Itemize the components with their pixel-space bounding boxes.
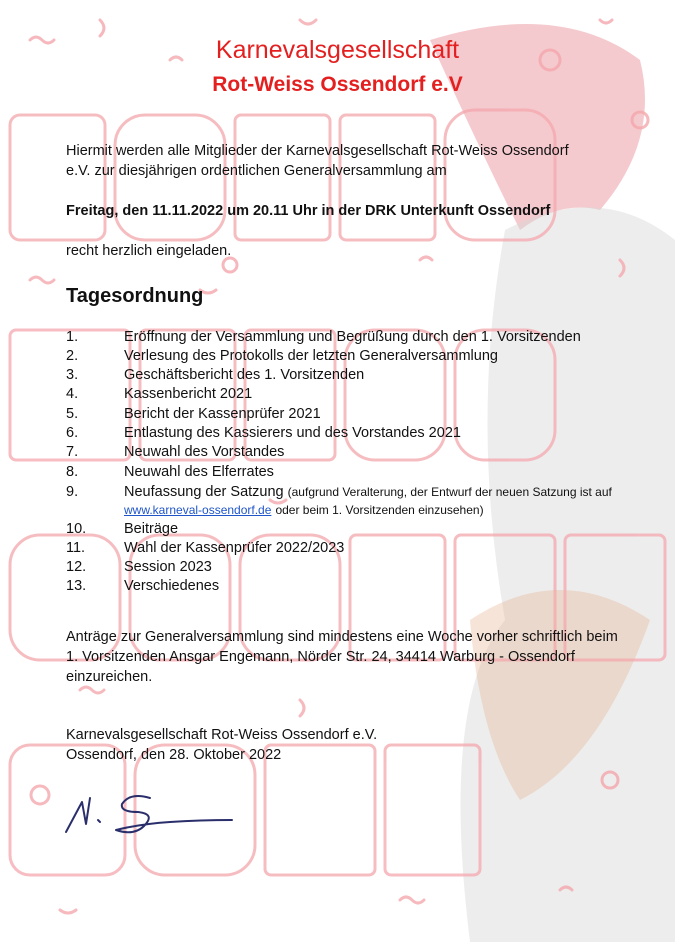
agenda-item-number: 12. bbox=[66, 559, 87, 575]
agenda-item-text: Session 2023 bbox=[124, 559, 212, 575]
agenda-item-text: Kassenbericht 2021 bbox=[124, 386, 253, 402]
agenda-item-number: 5. bbox=[66, 406, 79, 422]
agenda-item-number: 10. bbox=[66, 521, 87, 537]
motions-line-2: 1. Vorsitzenden Ansgar Engemann, Nörder Str. 24, 34414 Warburg - Ossendorf bbox=[66, 649, 575, 665]
closing-organization: Karnevalsgesellschaft Rot-Weiss Ossendorf e.V. bbox=[66, 727, 378, 743]
agenda-item-text: Geschäftsbericht des 1. Vorsitzenden bbox=[124, 367, 365, 383]
handwritten-signature bbox=[60, 784, 240, 844]
meeting-date-line: Freitag, den 11.11.2022 um 20.11 Uhr in der DRK Unterkunft Ossendorf bbox=[66, 203, 551, 219]
agenda-item-number: 7. bbox=[66, 444, 79, 460]
agenda-item-number: 8. bbox=[66, 464, 79, 480]
agenda-item-text: Entlastung des Kassierers und des Vorstandes 2021 bbox=[124, 425, 461, 441]
agenda-item-9-line bbox=[124, 484, 612, 500]
agenda-item-number: 4. bbox=[66, 386, 79, 402]
agenda-item-text: Neufassung der Satzung bbox=[124, 484, 284, 500]
agenda-item-text: Neuwahl des Elferrates bbox=[124, 464, 274, 480]
motions-line-3: einzureichen. bbox=[66, 669, 153, 685]
agenda-item-text: Eröffnung der Versammlung und Begrüßung durch den 1. Vorsitzenden bbox=[124, 329, 581, 345]
agenda-item-number: 9. bbox=[66, 484, 79, 500]
agenda-item-number: 3. bbox=[66, 367, 79, 383]
agenda-item-text: Beiträge bbox=[124, 521, 179, 537]
closing-place-date: Ossendorf, den 28. Oktober 2022 bbox=[66, 747, 282, 763]
agenda-item-number: 11. bbox=[66, 540, 86, 556]
website-link[interactable]: www.karneval-ossendorf.de bbox=[124, 503, 272, 517]
invite-line: recht herzlich eingeladen. bbox=[66, 243, 232, 259]
intro-line-1: Hiermit werden alle Mitglieder der Karnevalsgesellschaft Rot-Weiss Ossendorf bbox=[66, 143, 569, 159]
agenda-item-text: Bericht der Kassenprüfer 2021 bbox=[124, 406, 321, 422]
agenda-item-note: oder beim 1. Vorsitzenden einzusehen) bbox=[275, 503, 484, 517]
agenda-item-number: 6. bbox=[66, 425, 79, 441]
agenda-item-text: Wahl der Kassenprüfer 2022/2023 bbox=[124, 540, 345, 556]
agenda-item-text: Verlesung des Protokolls der letzten Generalversammlung bbox=[124, 348, 498, 364]
agenda-item-number: 13. bbox=[66, 578, 87, 594]
header-subtitle: Rot-Weiss Ossendorf e.V bbox=[212, 73, 463, 96]
agenda-heading: Tagesordnung bbox=[66, 285, 204, 307]
intro-line-2: e.V. zur diesjährigen ordentlichen Generalversammlung am bbox=[66, 163, 447, 179]
agenda-item-text: Verschiedenes bbox=[124, 578, 220, 594]
header-title: Karnevalsgesellschaft bbox=[215, 36, 460, 64]
agenda-item-9-line-2 bbox=[124, 502, 484, 518]
agenda-item-number: 2. bbox=[66, 348, 79, 364]
agenda-item-note: (aufgrund Veralterung, der Entwurf der neuen Satzung ist auf bbox=[287, 485, 612, 499]
agenda-item-text: Neuwahl des Vorstandes bbox=[124, 444, 285, 460]
agenda-item-number: 1. bbox=[66, 329, 79, 345]
motions-line-1: Anträge zur Generalversammlung sind mindestens eine Woche vorher schriftlich beim bbox=[66, 629, 618, 645]
